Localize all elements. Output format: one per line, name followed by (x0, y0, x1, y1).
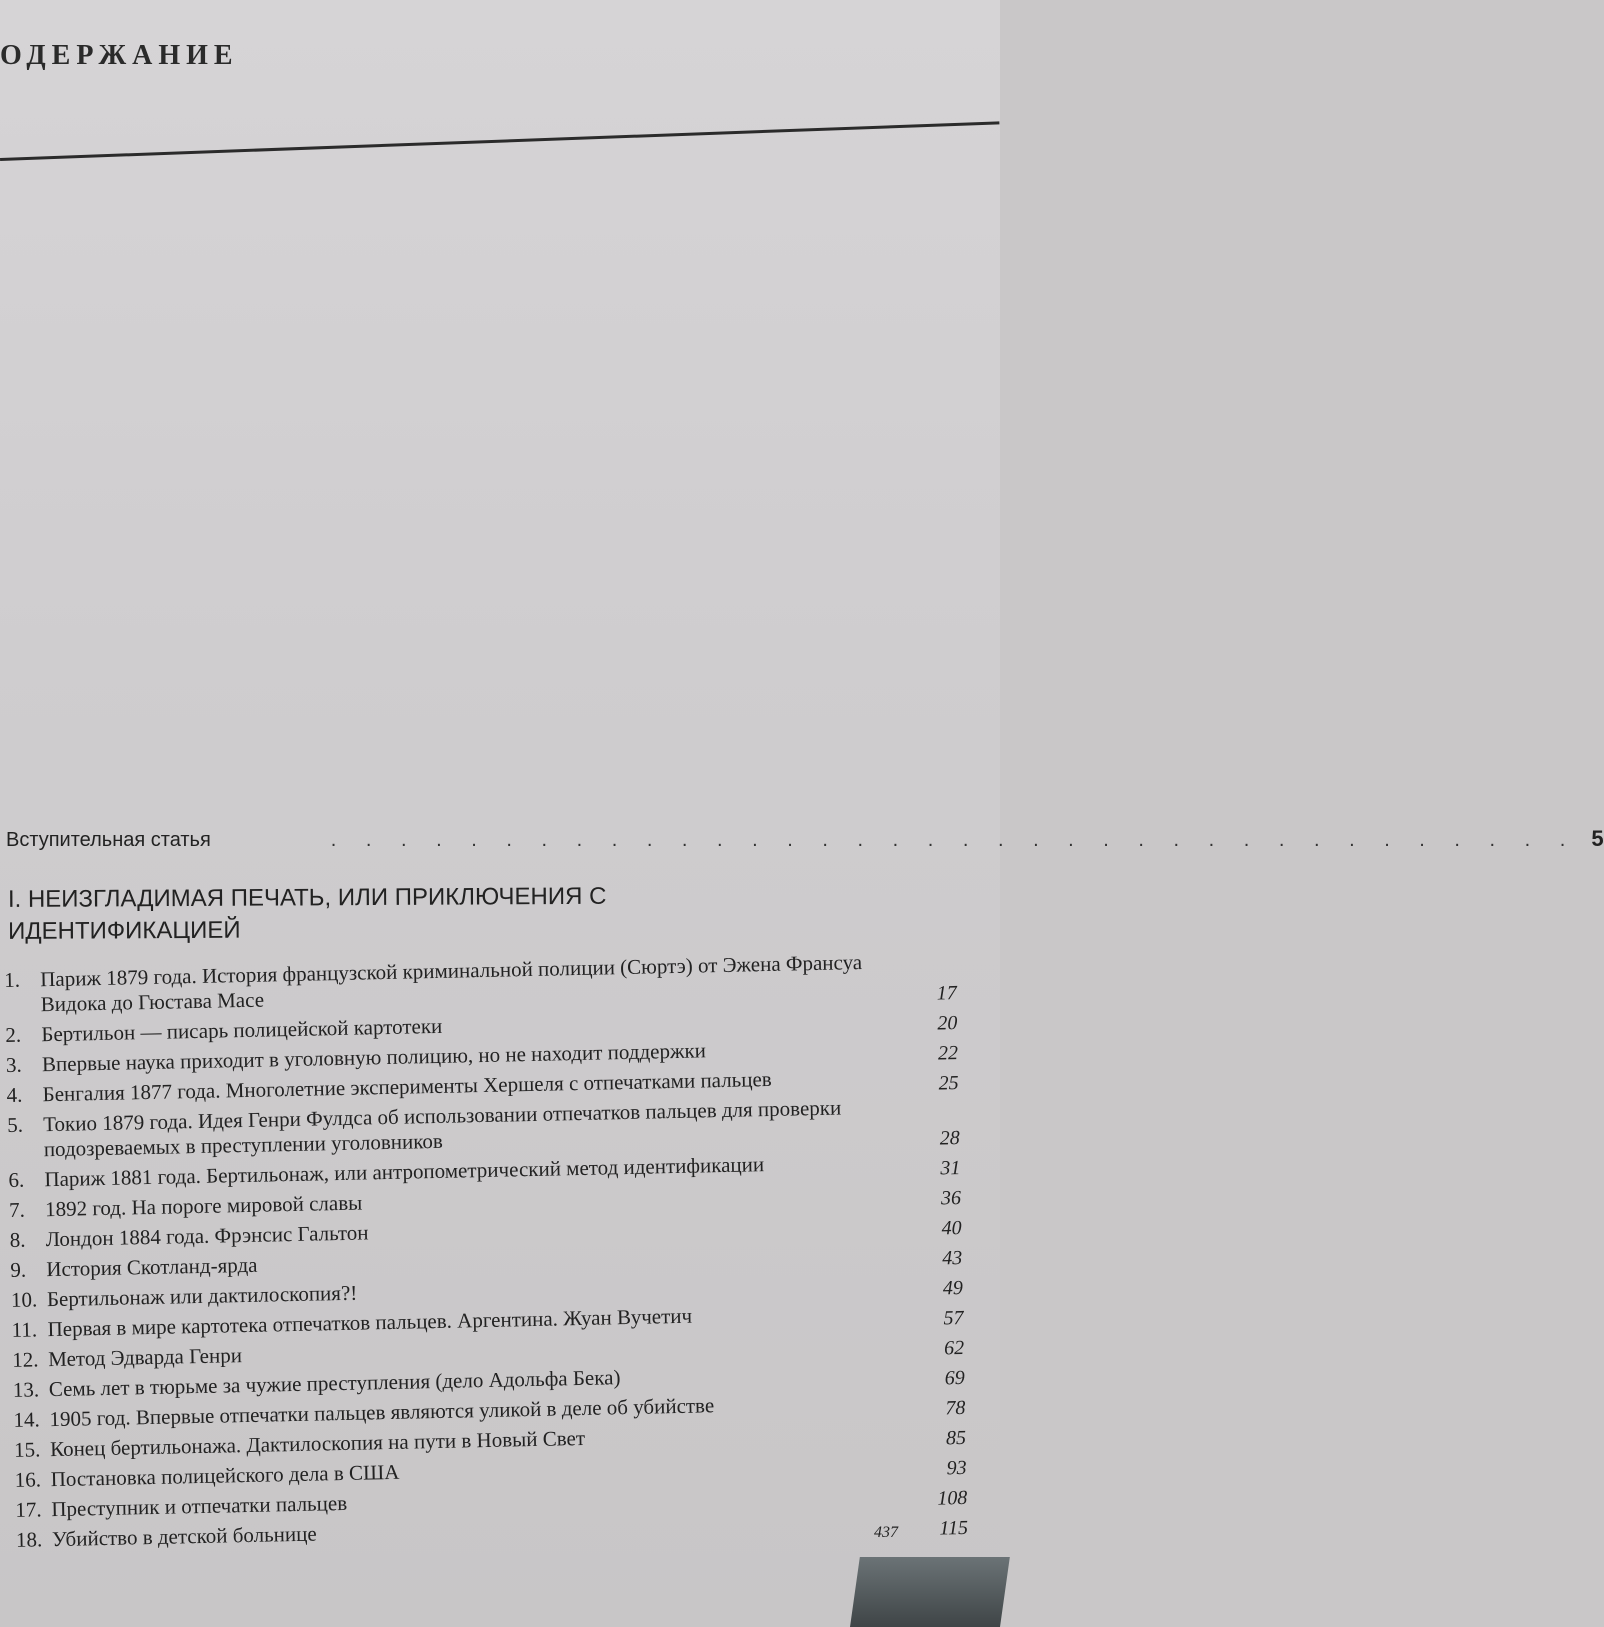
toc-entry-page: 57 (943, 1306, 964, 1330)
toc-entry-number: 5. (7, 1112, 24, 1137)
toc-entry-title: Бертильонаж или дактилоскопия?! (46, 1280, 358, 1312)
toc-entry-title: Токио 1879 года. Идея Генри Фулдса об использовании отпечатков пальцев для проверки подозреваемых в преступлении уголовников (43, 1095, 842, 1162)
toc-entry-page: 49 (942, 1276, 964, 1300)
toc-entry-page: 93 (946, 1456, 967, 1480)
toc-entry-page: 17 (936, 982, 957, 1005)
toc-entry-page: 25 (938, 1072, 959, 1095)
toc-intro-page: 5 (1591, 826, 1604, 851)
book-cover-edge (850, 1557, 1010, 1627)
page-title: ОДЕРЖАНИЕ (0, 40, 239, 71)
section-heading: I. НЕИЗГЛАДИМАЯ ПЕЧАТЬ, ИЛИ ПРИКЛЮЧЕНИЯ С ИДЕНТИФИКАЦИЕЙ (7, 882, 607, 945)
toc-entry-title: Постановка полицейского дела в США (50, 1459, 400, 1492)
toc-entry-title: Бертильон — писарь полицейской картотеки (41, 1013, 443, 1047)
toc-entry-number: 17. (15, 1497, 42, 1522)
toc-entry-number: 2. (5, 1022, 22, 1047)
toc-entry-title: Преступник и отпечатки пальцев (51, 1490, 348, 1522)
toc-entry-page: 43 (942, 1246, 963, 1270)
toc-intro-label: Вступительная статья (6, 829, 211, 851)
toc-entry-title: Лондон 1884 года. Фрэнсис Гальтон (45, 1220, 369, 1252)
toc-entry-title: Впервые наука приходит в уголовную полицию, но не находит поддержки (41, 1038, 707, 1077)
toc-entry-title: Париж 1881 года. Бертильонаж, или антропометрический метод идентификации (44, 1152, 765, 1192)
toc-entry-number: 4. (6, 1082, 23, 1107)
toc-entry-title: Метод Эдварда Генри (47, 1343, 243, 1372)
toc-entry-number: 14. (13, 1407, 40, 1432)
leader-dots: . . . . . . . . . . . . . . . . . . . . . . . . . . . . . . . . . . . . (330, 829, 1578, 851)
toc-entry-title: Париж 1879 года. История французской криминальной полиции (Сюртэ) от Эжена Франсуа Видока до Гюстава Масе (39, 950, 863, 1017)
toc-entry-title: Убийство в детской больнице (51, 1521, 317, 1552)
toc-entry-page: 115 (939, 1516, 969, 1540)
toc-entry-title: 1905 год. Впервые отпечатки пальцев являются уликой в деле об убийстве (49, 1393, 715, 1432)
toc-entry-page: 22 (937, 1042, 959, 1065)
toc-entry-page: 36 (940, 1187, 962, 1210)
toc-entry-title: История Скотланд-ярда (46, 1252, 258, 1282)
toc-entry-number: 11. (11, 1317, 38, 1342)
toc-entry-page: 108 (937, 1486, 968, 1510)
toc-entry-number: 15. (13, 1437, 41, 1462)
toc-entry-number: 1. (4, 967, 21, 992)
toc-entry-number: 16. (14, 1467, 42, 1492)
toc-entry-number: 12. (11, 1347, 39, 1372)
toc-entry-number: 10. (10, 1287, 38, 1312)
toc-entry-number: 3. (5, 1052, 23, 1077)
toc-entry-title: Конец бертильонажа. Дактилоскопия на пути в Новый Свет (49, 1425, 586, 1462)
toc-entry-title: 1892 год. На пороге мировой славы (44, 1190, 363, 1222)
header-rule (0, 121, 999, 161)
toc-entry-number: 8. (9, 1227, 26, 1252)
toc-entry-page: 78 (945, 1396, 966, 1420)
toc-entry-title: Семь лет в тюрьме за чужие преступления (дело Адольфа Бека) (48, 1365, 621, 1402)
toc-entry-number: 13. (12, 1377, 40, 1402)
toc-entry-page: 40 (941, 1217, 962, 1240)
page-folio: 437 (874, 1524, 898, 1541)
toc-list (4, 948, 976, 1558)
toc-entry-title: Бенгалия 1877 года. Многолетние эксперименты Хершеля с отпечатками пальцев (42, 1066, 772, 1107)
toc-entry-title: Первая в мире картотека отпечатков пальцев. Аргентина. Жуан Вучетич (47, 1303, 693, 1342)
toc-entry-number: 18. (15, 1527, 43, 1552)
toc-entry-number: 7. (8, 1197, 26, 1222)
toc-entry-page: 31 (940, 1157, 961, 1180)
toc-entry-number: 6. (8, 1167, 25, 1192)
toc-intro-entry (6, 826, 1604, 856)
toc-entry-page: 28 (939, 1127, 961, 1150)
toc-entry-page: 85 (945, 1426, 967, 1450)
toc-entry-page: 62 (943, 1336, 965, 1360)
toc-entry-page: 69 (944, 1366, 966, 1390)
toc-entry-number: 9. (10, 1257, 27, 1282)
toc-entry-page: 20 (937, 1012, 958, 1035)
